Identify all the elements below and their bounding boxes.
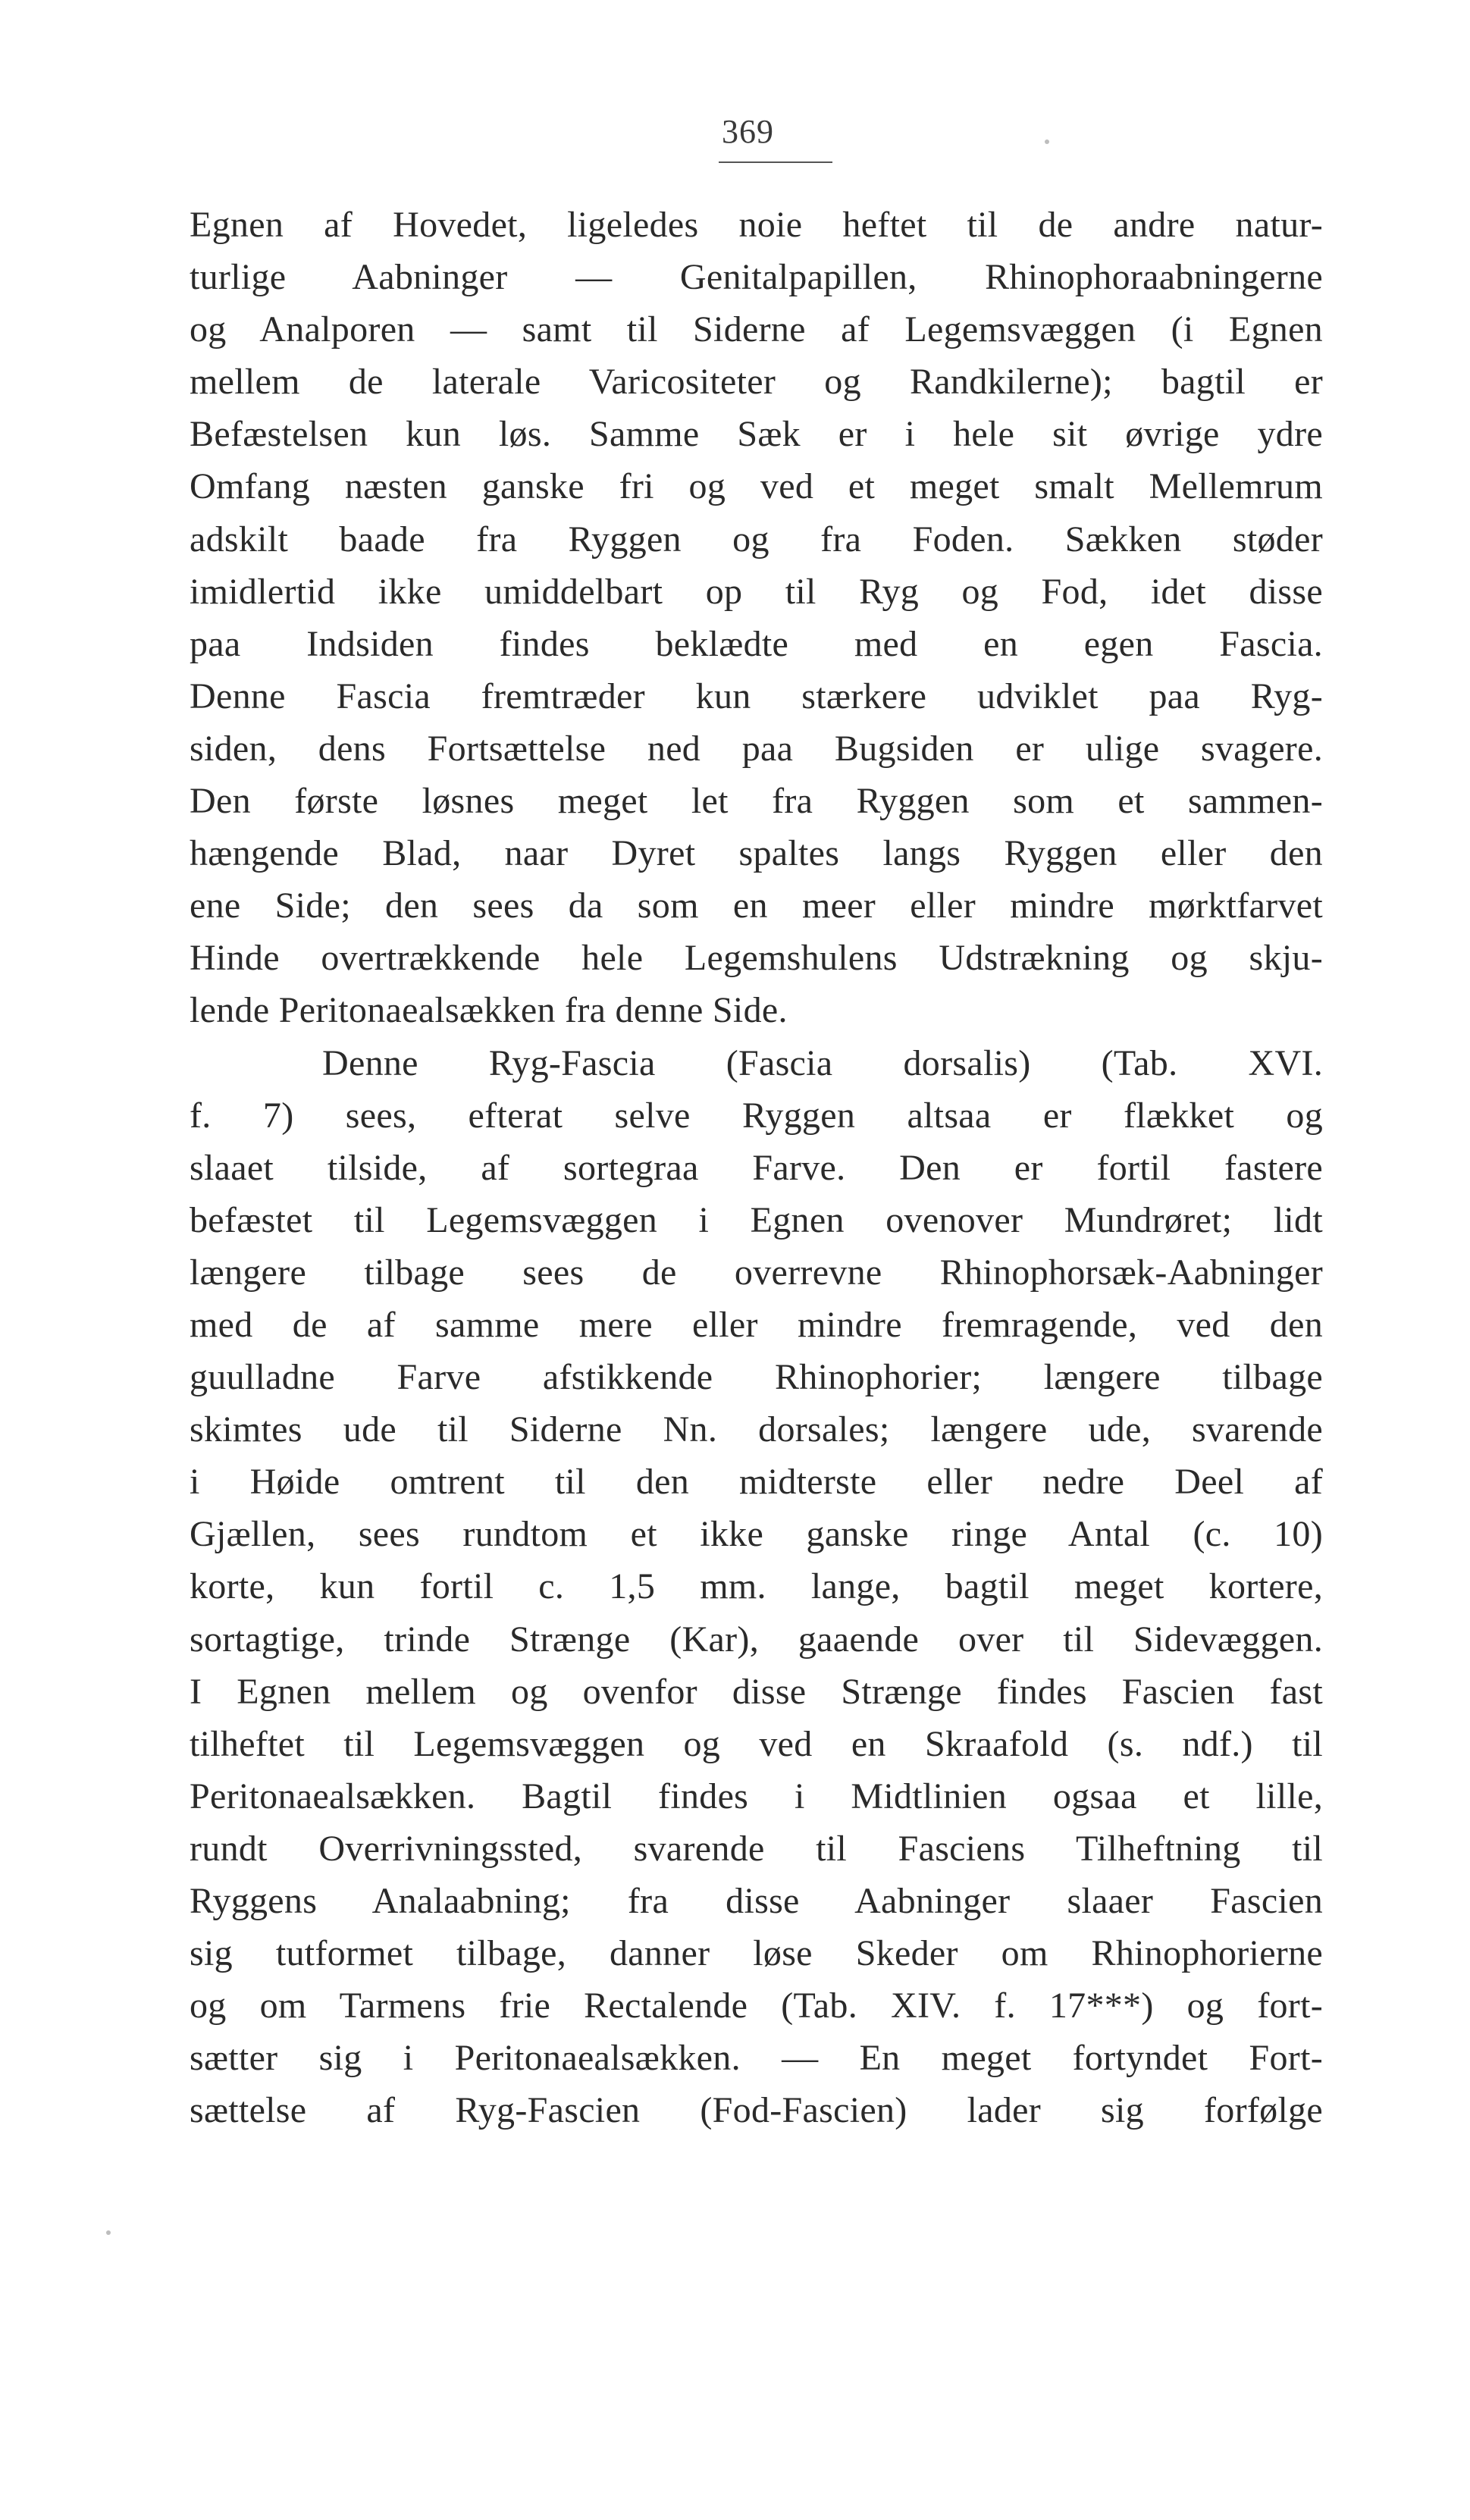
text-line: adskilt baade fra Ryggen og fra Foden. Sækken støder bbox=[190, 519, 1323, 559]
text-line: Egnen af Hovedet, ligeledes noie heftet til de andre natur- bbox=[190, 205, 1323, 245]
text-line: paa Indsiden findes beklædte med en egen Fascia. bbox=[190, 623, 1323, 664]
text-line: befæstet til Legemsvæggen i Egnen ovenover Mundrøret; lidt bbox=[190, 1199, 1323, 1240]
print-speck bbox=[1045, 139, 1049, 144]
text-line: med de af samme mere eller mindre fremragende, ved den bbox=[190, 1304, 1323, 1345]
text-line: sortagtige, trinde Strænge (Kar), gaaende over til Sidevæggen. bbox=[190, 1619, 1323, 1660]
text-line: korte, kun fortil c. 1,5 mm. lange, bagtil meget kortere, bbox=[190, 1566, 1323, 1607]
page-number: 369 bbox=[722, 113, 774, 150]
text-line: I Egnen mellem og ovenfor disse Strænge findes Fascien fast bbox=[190, 1671, 1323, 1712]
text-line: Gjællen, sees rundtom et ikke ganske ringe Antal (c. 10) bbox=[190, 1514, 1323, 1555]
text-line: f. 7) sees, efterat selve Ryggen altsaa er flækket og bbox=[190, 1095, 1323, 1136]
text-line: Den første løsnes meget let fra Ryggen som et sammen- bbox=[190, 781, 1323, 822]
text-line: sætter sig i Peritonaealsækken. — En meget fortyndet Fort- bbox=[190, 2038, 1323, 2079]
text-line: i Høide omtrent til den midterste eller nedre Deel af bbox=[190, 1462, 1323, 1503]
text-line: slaaet tilside, af sortegraa Farve. Den er fortil fastere bbox=[190, 1147, 1323, 1188]
text-line: lende Peritonaealsækken fra denne Side. bbox=[190, 990, 788, 1031]
text-line: Denne Ryg-Fascia (Fascia dorsalis) (Tab. XVI. bbox=[322, 1042, 1323, 1083]
text-line: skimtes ude til Siderne Nn. dorsales; længere ude, svarende bbox=[190, 1409, 1323, 1450]
text-line: og Analporen — samt til Siderne af Legemsvæggen (i Egnen bbox=[190, 309, 1323, 350]
text-line: Befæstelsen kun løs. Samme Sæk er i hele sit øvrige ydre bbox=[190, 414, 1323, 455]
text-line: hængende Blad, naar Dyret spaltes langs Ryggen eller den bbox=[190, 833, 1323, 874]
text-line: Peritonaealsækken. Bagtil findes i Midtlinien ogsaa et lille, bbox=[190, 1776, 1323, 1816]
text-line: siden, dens Fortsættelse ned paa Bugsiden er ulige svagere. bbox=[190, 728, 1323, 769]
text-line: ene Side; den sees da som en meer eller mindre mørktfarvet bbox=[190, 885, 1323, 926]
text-line: sættelse af Ryg-Fascien (Fod-Fascien) lader sig forfølge bbox=[190, 2090, 1323, 2131]
text-line: imidlertid ikke umiddelbart op til Ryg og Fod, idet disse bbox=[190, 571, 1323, 612]
print-speck bbox=[106, 2230, 111, 2235]
text-line: tilheftet til Legemsvæggen og ved en Skraafold (s. ndf.) til bbox=[190, 1723, 1323, 1764]
text-line: turlige Aabninger — Genitalpapillen, Rhinophoraabningerne bbox=[190, 257, 1323, 298]
text-line: Denne Fascia fremtræder kun stærkere udviklet paa Ryg- bbox=[190, 675, 1323, 716]
text-line: Hinde overtrækkende hele Legemshulens Udstrækning og skju- bbox=[190, 938, 1323, 979]
body-text bbox=[190, 199, 1323, 2136]
text-line: Omfang næsten ganske fri og ved et meget smalt Mellemrum bbox=[190, 466, 1323, 507]
text-line: sig tutformet tilbage, danner løse Skeder om Rhinophorierne bbox=[190, 1933, 1323, 1974]
text-line: mellem de laterale Varicositeter og Randkilerne); bagtil er bbox=[190, 362, 1323, 403]
text-line: og om Tarmens frie Rectalende (Tab. XIV. f. 17***) og fort- bbox=[190, 1986, 1323, 2026]
text-line: længere tilbage sees de overrevne Rhinophorsæk-Aabninger bbox=[190, 1252, 1323, 1293]
page-number-rule bbox=[719, 161, 832, 163]
text-line: Ryggens Analaabning; fra disse Aabninger slaaer Fascien bbox=[190, 1881, 1323, 1921]
text-line: rundt Overrivningssted, svarende til Fasciens Tilheftning til bbox=[190, 1828, 1323, 1869]
text-line: guulladne Farve afstikkende Rhinophorier; længere tilbage bbox=[190, 1357, 1323, 1398]
